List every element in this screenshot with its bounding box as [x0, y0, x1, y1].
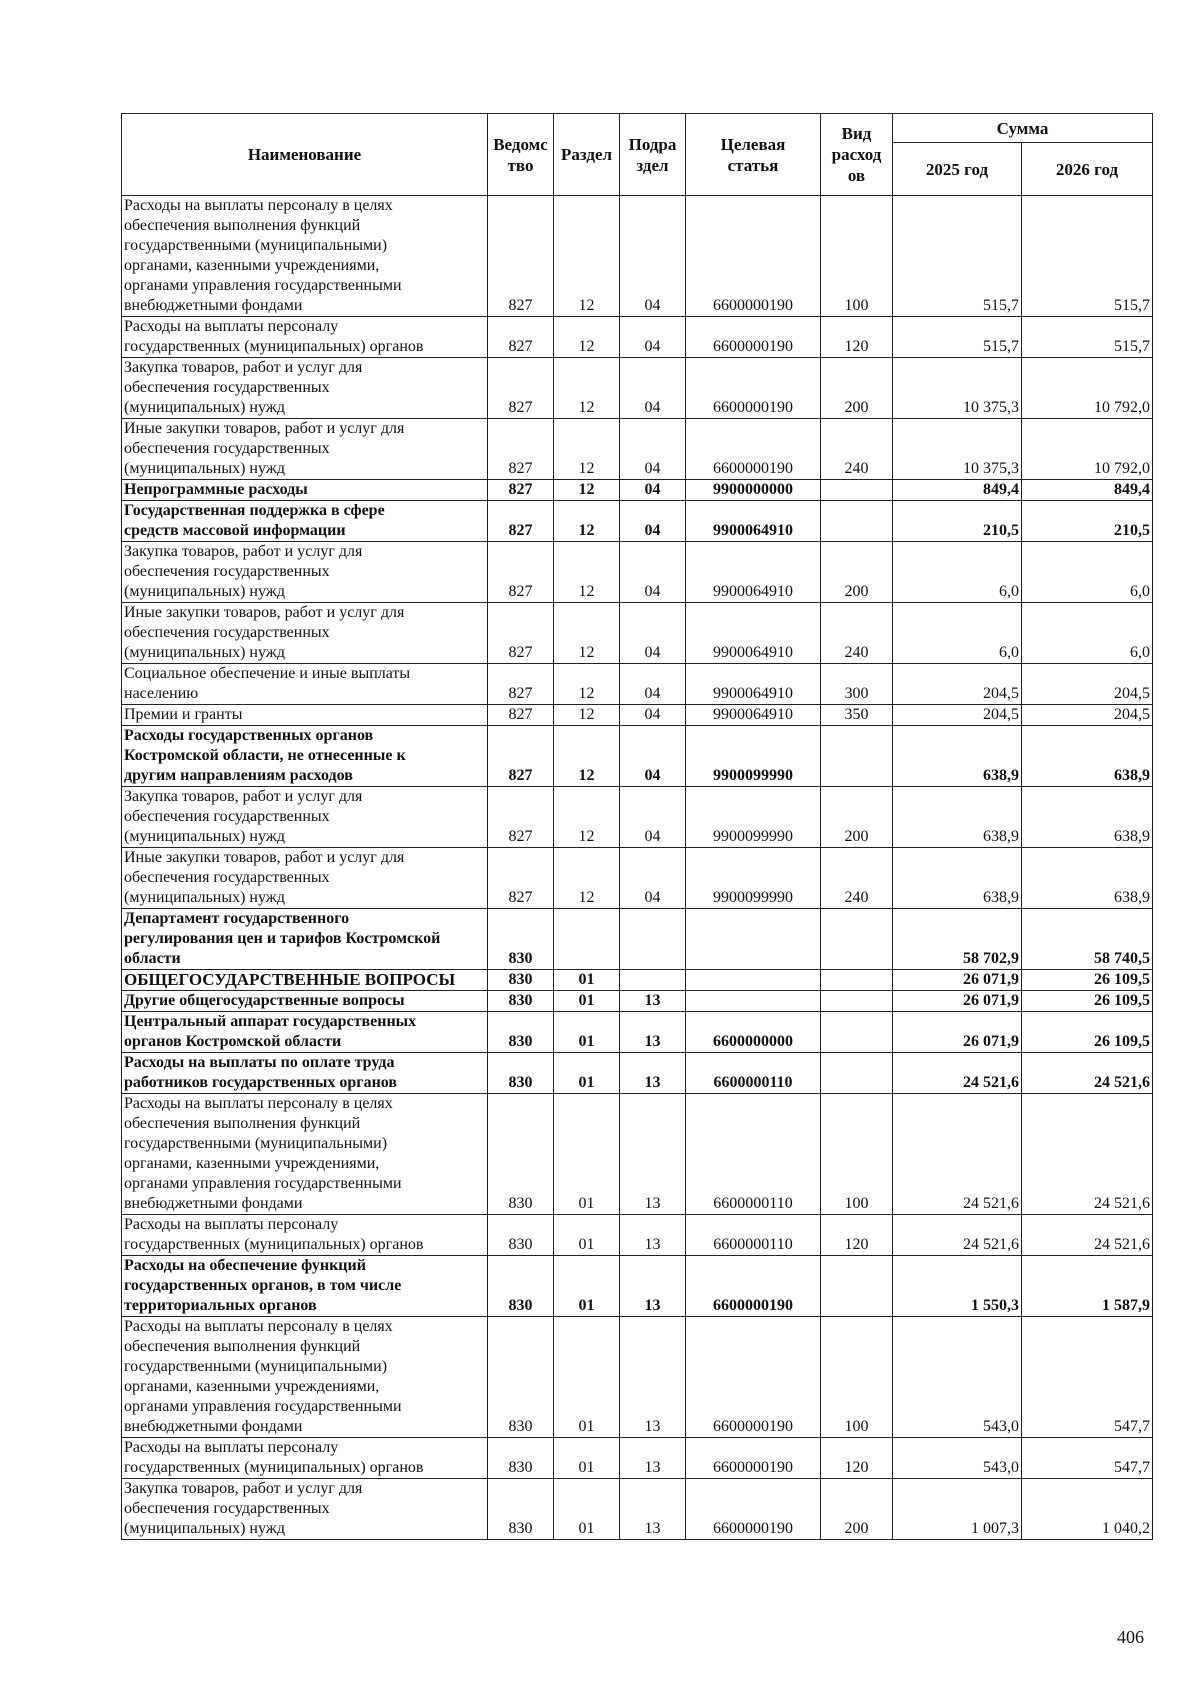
row-name: Расходы на выплаты персоналу в целях обеспечения выполнения функций государственными (муниципальными) органами, казенными учреждениями, органами управления государственными внебюджетными фондами — [122, 1317, 488, 1438]
row-razdel: 01 — [554, 1053, 620, 1094]
row-vid-raskhodov: 100 — [821, 1094, 893, 1215]
row-podrazdel: 04 — [620, 358, 686, 419]
row-sum-2025: 638,9 — [893, 726, 1022, 787]
table-row — [122, 603, 1153, 664]
row-sum-2025: 204,5 — [893, 664, 1022, 705]
row-tselevaya-statya: 9900064910 — [686, 603, 821, 664]
table-row — [122, 1053, 1153, 1094]
row-sum-2026: 547,7 — [1022, 1438, 1153, 1479]
row-vid-raskhodov — [821, 970, 893, 991]
table-row — [122, 1215, 1153, 1256]
row-tselevaya-statya: 6600000190 — [686, 1479, 821, 1540]
table-row — [122, 991, 1153, 1012]
row-sum-2026: 26 109,5 — [1022, 970, 1153, 991]
row-vid-raskhodov: 200 — [821, 542, 893, 603]
row-name: Закупка товаров, работ и услуг для обеспечения государственных (муниципальных) нужд — [122, 358, 488, 419]
row-sum-2025: 24 521,6 — [893, 1215, 1022, 1256]
row-podrazdel: 04 — [620, 787, 686, 848]
row-vid-raskhodov: 240 — [821, 419, 893, 480]
table-row — [122, 1256, 1153, 1317]
row-name: Расходы государственных органов Костромской области, не отнесенные к другим направлениям расходов — [122, 726, 488, 787]
row-sum-2025: 638,9 — [893, 848, 1022, 909]
row-vid-raskhodov: 120 — [821, 317, 893, 358]
row-vid-raskhodov: 200 — [821, 358, 893, 419]
row-name: Департамент государственного регулирования цен и тарифов Костромской области — [122, 909, 488, 970]
row-vedomstvo: 827 — [488, 603, 554, 664]
table-row — [122, 501, 1153, 542]
row-vedomstvo: 827 — [488, 358, 554, 419]
row-razdel: 12 — [554, 419, 620, 480]
row-tselevaya-statya: 6600000190 — [686, 317, 821, 358]
row-tselevaya-statya — [686, 991, 821, 1012]
row-podrazdel: 04 — [620, 664, 686, 705]
row-sum-2025: 1 007,3 — [893, 1479, 1022, 1540]
row-tselevaya-statya: 6600000190 — [686, 1256, 821, 1317]
row-vid-raskhodov — [821, 1053, 893, 1094]
row-name: Премии и гранты — [122, 705, 488, 726]
row-vid-raskhodov: 240 — [821, 603, 893, 664]
table-row — [122, 909, 1153, 970]
row-vedomstvo: 830 — [488, 1053, 554, 1094]
row-vedomstvo: 827 — [488, 196, 554, 317]
header-year-2026: 2026 год — [1022, 143, 1153, 196]
table-body — [122, 196, 1153, 1540]
row-name: Расходы на выплаты персоналу государственных (муниципальных) органов — [122, 1438, 488, 1479]
row-podrazdel: 13 — [620, 1094, 686, 1215]
row-vid-raskhodov — [821, 909, 893, 970]
row-vedomstvo: 830 — [488, 909, 554, 970]
row-razdel: 12 — [554, 705, 620, 726]
row-podrazdel: 04 — [620, 196, 686, 317]
row-podrazdel: 04 — [620, 542, 686, 603]
row-sum-2025: 26 071,9 — [893, 1012, 1022, 1053]
row-podrazdel: 13 — [620, 1317, 686, 1438]
row-tselevaya-statya: 6600000000 — [686, 1012, 821, 1053]
row-sum-2026: 210,5 — [1022, 501, 1153, 542]
row-sum-2025: 26 071,9 — [893, 970, 1022, 991]
row-vid-raskhodov: 200 — [821, 787, 893, 848]
row-razdel: 12 — [554, 196, 620, 317]
row-podrazdel — [620, 909, 686, 970]
row-name: Иные закупки товаров, работ и услуг для обеспечения государственных (муниципальных) нужд — [122, 419, 488, 480]
row-razdel: 01 — [554, 1438, 620, 1479]
row-tselevaya-statya: 6600000110 — [686, 1215, 821, 1256]
table-row — [122, 1012, 1153, 1053]
row-podrazdel: 13 — [620, 1479, 686, 1540]
row-sum-2025: 24 521,6 — [893, 1094, 1022, 1215]
row-podrazdel: 04 — [620, 603, 686, 664]
row-name: Иные закупки товаров, работ и услуг для обеспечения государственных (муниципальных) нужд — [122, 603, 488, 664]
row-podrazdel: 13 — [620, 1438, 686, 1479]
row-vid-raskhodov — [821, 480, 893, 501]
table-row — [122, 317, 1153, 358]
row-vedomstvo: 830 — [488, 1256, 554, 1317]
row-sum-2026: 10 792,0 — [1022, 358, 1153, 419]
row-podrazdel: 13 — [620, 1053, 686, 1094]
row-vedomstvo: 830 — [488, 991, 554, 1012]
row-sum-2025: 10 375,3 — [893, 358, 1022, 419]
row-razdel: 01 — [554, 970, 620, 991]
header-vid-raskhodov: Вид расход ов — [821, 114, 893, 196]
row-vedomstvo: 827 — [488, 848, 554, 909]
row-podrazdel: 04 — [620, 317, 686, 358]
row-razdel: 12 — [554, 501, 620, 542]
row-vedomstvo: 830 — [488, 970, 554, 991]
row-tselevaya-statya — [686, 970, 821, 991]
row-razdel: 12 — [554, 358, 620, 419]
row-sum-2026: 6,0 — [1022, 542, 1153, 603]
row-razdel: 12 — [554, 726, 620, 787]
row-tselevaya-statya: 9900099990 — [686, 726, 821, 787]
row-sum-2026: 638,9 — [1022, 787, 1153, 848]
row-razdel: 12 — [554, 542, 620, 603]
row-razdel — [554, 909, 620, 970]
table-row — [122, 419, 1153, 480]
row-podrazdel: 04 — [620, 726, 686, 787]
row-razdel: 12 — [554, 664, 620, 705]
row-tselevaya-statya: 6600000190 — [686, 419, 821, 480]
row-sum-2026: 204,5 — [1022, 705, 1153, 726]
row-sum-2025: 58 702,9 — [893, 909, 1022, 970]
row-tselevaya-statya: 9900099990 — [686, 787, 821, 848]
row-sum-2025: 26 071,9 — [893, 991, 1022, 1012]
row-tselevaya-statya: 6600000190 — [686, 1317, 821, 1438]
row-razdel: 12 — [554, 317, 620, 358]
row-vedomstvo: 827 — [488, 542, 554, 603]
header-name: Наименование — [122, 114, 488, 196]
row-sum-2026: 1 587,9 — [1022, 1256, 1153, 1317]
row-sum-2025: 10 375,3 — [893, 419, 1022, 480]
row-sum-2026: 547,7 — [1022, 1317, 1153, 1438]
row-podrazdel: 13 — [620, 1012, 686, 1053]
table-row — [122, 848, 1153, 909]
row-vid-raskhodov — [821, 1012, 893, 1053]
header-vedomstvo: Ведомс тво — [488, 114, 554, 196]
row-name: Закупка товаров, работ и услуг для обеспечения государственных (муниципальных) нужд — [122, 1479, 488, 1540]
row-vid-raskhodov — [821, 991, 893, 1012]
row-vedomstvo: 827 — [488, 664, 554, 705]
table-row — [122, 705, 1153, 726]
row-name: Государственная поддержка в сфере средств массовой информации — [122, 501, 488, 542]
header-tselevaya-statya: Целевая статья — [686, 114, 821, 196]
row-vid-raskhodov: 100 — [821, 1317, 893, 1438]
row-sum-2026: 515,7 — [1022, 196, 1153, 317]
table-row — [122, 1479, 1153, 1540]
row-razdel: 12 — [554, 848, 620, 909]
row-name: Расходы на выплаты по оплате труда работников государственных органов — [122, 1053, 488, 1094]
table-row — [122, 787, 1153, 848]
row-tselevaya-statya: 6600000190 — [686, 1438, 821, 1479]
row-podrazdel — [620, 970, 686, 991]
row-sum-2025: 515,7 — [893, 196, 1022, 317]
header-razdel: Раздел — [554, 114, 620, 196]
row-vedomstvo: 830 — [488, 1012, 554, 1053]
row-vid-raskhodov: 300 — [821, 664, 893, 705]
row-razdel: 01 — [554, 1215, 620, 1256]
row-podrazdel: 04 — [620, 501, 686, 542]
row-vid-raskhodov: 120 — [821, 1438, 893, 1479]
row-name: Расходы на выплаты персоналу в целях обеспечения выполнения функций государственными (муниципальными) органами, казенными учреждениями, органами управления государственными внебюджетными фондами — [122, 1094, 488, 1215]
row-vedomstvo: 827 — [488, 480, 554, 501]
table-row — [122, 1094, 1153, 1215]
row-vedomstvo: 830 — [488, 1215, 554, 1256]
row-razdel: 12 — [554, 480, 620, 501]
row-tselevaya-statya: 9900064910 — [686, 542, 821, 603]
table-header — [122, 114, 1153, 196]
row-sum-2025: 638,9 — [893, 787, 1022, 848]
row-vid-raskhodov — [821, 726, 893, 787]
row-sum-2026: 10 792,0 — [1022, 419, 1153, 480]
row-razdel: 01 — [554, 1094, 620, 1215]
row-sum-2025: 1 550,3 — [893, 1256, 1022, 1317]
table-row — [122, 480, 1153, 501]
row-tselevaya-statya: 9900099990 — [686, 848, 821, 909]
row-sum-2026: 58 740,5 — [1022, 909, 1153, 970]
budget-table — [121, 113, 1153, 1540]
row-vid-raskhodov: 120 — [821, 1215, 893, 1256]
row-tselevaya-statya: 6600000190 — [686, 196, 821, 317]
row-vedomstvo: 827 — [488, 317, 554, 358]
row-sum-2025: 515,7 — [893, 317, 1022, 358]
row-vedomstvo: 827 — [488, 419, 554, 480]
row-tselevaya-statya: 9900064910 — [686, 501, 821, 542]
row-podrazdel: 13 — [620, 991, 686, 1012]
row-sum-2025: 6,0 — [893, 542, 1022, 603]
row-name: Расходы на обеспечение функций государственных органов, в том числе территориальных органов — [122, 1256, 488, 1317]
row-sum-2026: 26 109,5 — [1022, 991, 1153, 1012]
row-sum-2025: 6,0 — [893, 603, 1022, 664]
row-vid-raskhodov: 200 — [821, 1479, 893, 1540]
row-tselevaya-statya: 6600000110 — [686, 1053, 821, 1094]
row-razdel: 12 — [554, 603, 620, 664]
row-podrazdel: 13 — [620, 1215, 686, 1256]
table-row — [122, 196, 1153, 317]
row-podrazdel: 04 — [620, 480, 686, 501]
row-sum-2026: 1 040,2 — [1022, 1479, 1153, 1540]
row-sum-2026: 638,9 — [1022, 726, 1153, 787]
row-vid-raskhodov: 100 — [821, 196, 893, 317]
row-tselevaya-statya: 9900064910 — [686, 705, 821, 726]
row-vid-raskhodov — [821, 501, 893, 542]
row-sum-2026: 638,9 — [1022, 848, 1153, 909]
row-tselevaya-statya — [686, 909, 821, 970]
row-sum-2026: 204,5 — [1022, 664, 1153, 705]
row-vedomstvo: 830 — [488, 1317, 554, 1438]
row-sum-2026: 515,7 — [1022, 317, 1153, 358]
row-tselevaya-statya: 9900000000 — [686, 480, 821, 501]
row-razdel: 01 — [554, 1317, 620, 1438]
row-razdel: 01 — [554, 1479, 620, 1540]
row-razdel: 01 — [554, 1256, 620, 1317]
header-podrazdel: Подра здел — [620, 114, 686, 196]
table-row — [122, 542, 1153, 603]
row-sum-2025: 210,5 — [893, 501, 1022, 542]
row-sum-2026: 24 521,6 — [1022, 1215, 1153, 1256]
table-row — [122, 664, 1153, 705]
row-name: Социальное обеспечение и иные выплаты населению — [122, 664, 488, 705]
row-name: Другие общегосударственные вопросы — [122, 991, 488, 1012]
row-name: ОБЩЕГОСУДАРСТВЕННЫЕ ВОПРОСЫ — [122, 970, 488, 991]
row-name: Закупка товаров, работ и услуг для обеспечения государственных (муниципальных) нужд — [122, 787, 488, 848]
row-sum-2026: 849,4 — [1022, 480, 1153, 501]
row-razdel: 01 — [554, 1012, 620, 1053]
table-row — [122, 358, 1153, 419]
row-sum-2025: 24 521,6 — [893, 1053, 1022, 1094]
row-podrazdel: 04 — [620, 705, 686, 726]
row-vid-raskhodov — [821, 1256, 893, 1317]
row-sum-2026: 6,0 — [1022, 603, 1153, 664]
row-name: Центральный аппарат государственных органов Костромской области — [122, 1012, 488, 1053]
row-podrazdel: 13 — [620, 1256, 686, 1317]
row-name: Непрограммные расходы — [122, 480, 488, 501]
table-row — [122, 970, 1153, 991]
table-row — [122, 1317, 1153, 1438]
row-vid-raskhodov: 240 — [821, 848, 893, 909]
row-name: Закупка товаров, работ и услуг для обеспечения государственных (муниципальных) нужд — [122, 542, 488, 603]
page-number: 406 — [1117, 1627, 1144, 1647]
row-tselevaya-statya: 6600000190 — [686, 358, 821, 419]
table-row — [122, 726, 1153, 787]
header-summa: Сумма — [893, 114, 1153, 143]
row-name: Расходы на выплаты персоналу государственных (муниципальных) органов — [122, 317, 488, 358]
row-razdel: 01 — [554, 991, 620, 1012]
row-tselevaya-statya: 6600000110 — [686, 1094, 821, 1215]
row-sum-2026: 24 521,6 — [1022, 1094, 1153, 1215]
row-sum-2025: 543,0 — [893, 1438, 1022, 1479]
row-vedomstvo: 830 — [488, 1094, 554, 1215]
row-vedomstvo: 830 — [488, 1479, 554, 1540]
row-vedomstvo: 827 — [488, 501, 554, 542]
row-vedomstvo: 827 — [488, 705, 554, 726]
row-name: Расходы на выплаты персоналу государственных (муниципальных) органов — [122, 1215, 488, 1256]
row-sum-2026: 24 521,6 — [1022, 1053, 1153, 1094]
row-sum-2025: 543,0 — [893, 1317, 1022, 1438]
row-podrazdel: 04 — [620, 419, 686, 480]
row-vedomstvo: 830 — [488, 1438, 554, 1479]
row-name: Иные закупки товаров, работ и услуг для обеспечения государственных (муниципальных) нужд — [122, 848, 488, 909]
row-vedomstvo: 827 — [488, 726, 554, 787]
row-name: Расходы на выплаты персоналу в целях обеспечения выполнения функций государственными (муниципальными) органами, казенными учреждениями, органами управления государственными внебюджетными фондами — [122, 196, 488, 317]
row-vid-raskhodov: 350 — [821, 705, 893, 726]
row-sum-2025: 204,5 — [893, 705, 1022, 726]
row-podrazdel: 04 — [620, 848, 686, 909]
table-row — [122, 1438, 1153, 1479]
row-razdel: 12 — [554, 787, 620, 848]
row-sum-2025: 849,4 — [893, 480, 1022, 501]
row-sum-2026: 26 109,5 — [1022, 1012, 1153, 1053]
row-tselevaya-statya: 9900064910 — [686, 664, 821, 705]
header-year-2025: 2025 год — [893, 143, 1022, 196]
row-vedomstvo: 827 — [488, 787, 554, 848]
